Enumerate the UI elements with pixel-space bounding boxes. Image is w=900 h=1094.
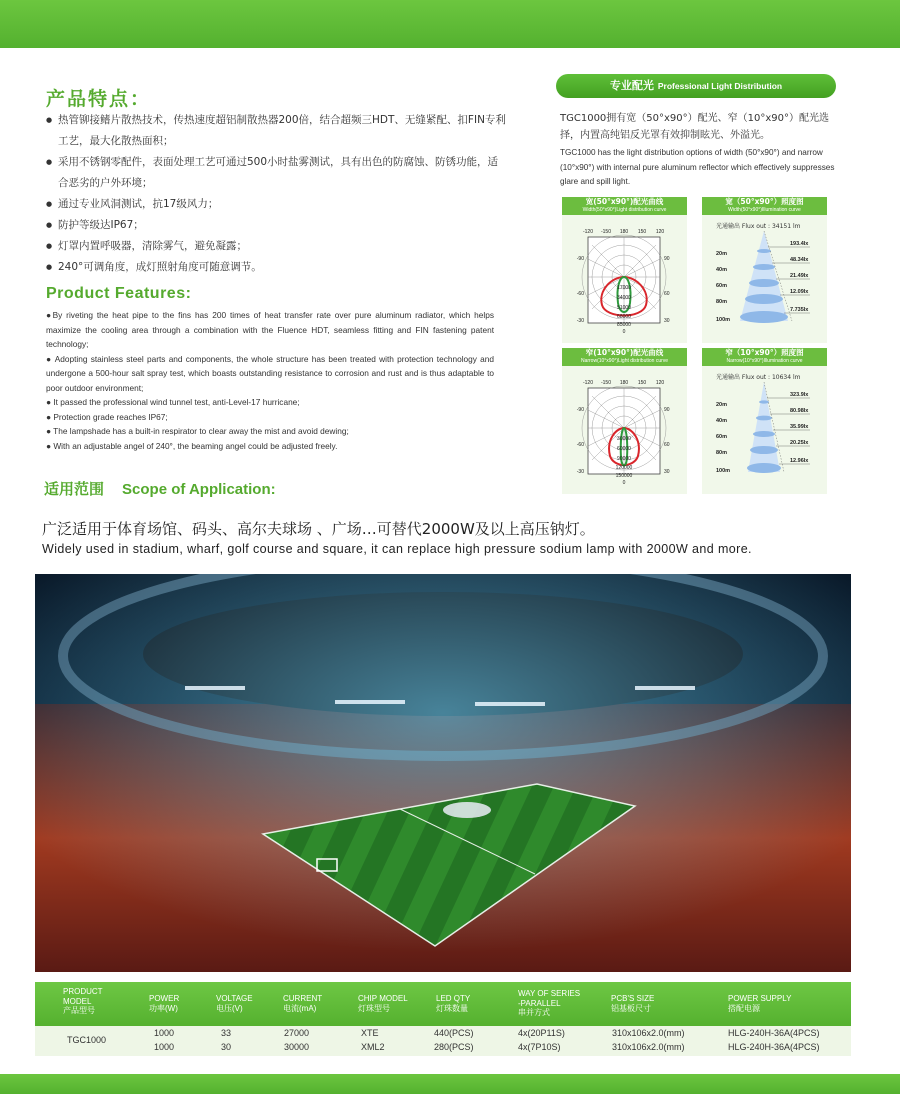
ring-label: 34000 [617, 295, 631, 301]
top-tick: 120 [655, 229, 665, 235]
wide-polar-chart [562, 215, 687, 343]
ring-label: 150000 [615, 473, 633, 479]
top-tick: 150 [637, 380, 647, 386]
feature-item-en: ●By riveting the heat pipe to the fins has 200 times of heat transfer rate over pure aluminum radiator, which helps maximize the cooling area through a combination with the Fluence HDT, seamless fitting and FIN fastening patent technology; [46, 310, 494, 349]
lux-label: 48.34lx [790, 257, 809, 263]
flux-output: 光通输出 Flux out : 34151 lm [716, 223, 801, 230]
ring-label: 60000 [617, 446, 631, 452]
features-title-cn: 产品特点： [46, 88, 152, 110]
top-green-band [0, 0, 900, 48]
feature-item-cn: ● 灯罩内置呼吸器，清除雾气，避免凝露； [46, 236, 506, 257]
model-cell: TGC1000 [67, 1035, 107, 1045]
right-tick: 90 [664, 407, 670, 413]
feature-item-en: ● It passed the professional wind tunnel test, anti-Level-17 hurricane; [46, 397, 300, 407]
top-tick: 150 [637, 229, 647, 235]
feature-item-en: ● The lampshade has a built-in respirator to clear away the mist and avoid dewing; [46, 426, 349, 436]
feature-item-en: ● Protection grade reaches IP67; [46, 411, 168, 422]
distribution-desc-en: TGC1000 has the light distribution options of width (50°x90°) and narrow (10°x90°) with internal pure aluminum reflector which effectively suppresses glare and spill light. [560, 148, 835, 186]
bottom-label: 0 [622, 329, 626, 335]
left-tick: -60 [576, 442, 584, 448]
distance-label: 100m [716, 317, 731, 323]
wide-illumination-chart [702, 215, 827, 343]
distance-label: 80m [716, 450, 728, 456]
top-tick: -120 [582, 380, 594, 386]
feature-item-cn: ● 采用不锈钢零配件，表面处理工艺可通过500小时盐雾测试，具有出色的防腐蚀、防锈功能，适合恶劣的户外环境； [46, 152, 506, 194]
header-led-qty: LED QTY 灯珠数量 [436, 994, 471, 1013]
ring-label: 68000 [617, 314, 631, 320]
ring-label: 120000 [615, 465, 633, 471]
features-list-cn [46, 110, 506, 278]
distance-label: 60m [716, 283, 728, 289]
header-model: PRODUCT MODEL 产品型号 [63, 987, 103, 1015]
feature-item-en: ● With an adjustable angel of 240°, the beaming angel could be adjusted freely. [46, 440, 338, 451]
panel-title: 窄（10°x90°）照度图 [725, 348, 804, 357]
table-cell: HLG-240H-36A(4PCS) [728, 1028, 820, 1038]
table-cell: 27000 [284, 1028, 310, 1038]
table-cell: 310x106x2.0(mm) [612, 1028, 685, 1038]
header-series-parallel: WAY OF SERIES -PARALLEL 串并方式 [518, 989, 581, 1017]
narrow-illumination-chart [702, 366, 827, 494]
top-tick: 120 [655, 380, 665, 386]
banner-label-en: Professional Light Distribution [657, 81, 783, 91]
flux-output: 光通输出 Flux out : 10634 lm [716, 374, 801, 381]
left-tick: -30 [576, 318, 584, 324]
centre-logo [443, 802, 491, 818]
header-voltage: VOLTAGE 电压(V) [216, 994, 253, 1013]
panel-header [562, 197, 687, 215]
table-cell: XML2 [361, 1042, 385, 1052]
spec-body [35, 1026, 851, 1056]
left-tick: -60 [576, 291, 584, 297]
distance-label: 40m [716, 418, 728, 424]
right-tick: 30 [664, 469, 670, 475]
panel-title: 宽(50°x90°)配光曲线 [585, 197, 664, 206]
top-tick: -120 [582, 229, 594, 235]
table-cell: 280(PCS) [434, 1042, 474, 1052]
feature-item-cn: ● 防护等级达IP67； [46, 215, 506, 236]
distance-label: 20m [716, 251, 728, 257]
table-cell: 4x(7P10S) [518, 1042, 561, 1052]
lux-label: 7.735lx [790, 307, 809, 313]
feature-item-cn: ● 热管铆接鳍片散热技术，传热速度超铝制散热器200倍，结合超频三HDT、无缝紧配、扣FIN专利工艺，最大化散热面积； [46, 110, 506, 152]
panel-subtitle: Width(50°x90°)Illumination curve [728, 207, 801, 213]
ring-label: 17000 [617, 285, 631, 291]
narrow-distribution-curve-panel [562, 348, 687, 494]
table-cell: 33 [221, 1028, 232, 1038]
panel-title: 宽（50°x90°）照度图 [725, 197, 804, 206]
right-tick: 60 [664, 442, 670, 448]
ring-label: 30000 [617, 436, 631, 442]
top-tick: 180 [619, 380, 629, 386]
feature-item-cn: ● 240°可调角度，成灯照射角度可随意调节。 [46, 257, 506, 278]
feature-item-cn: ● 通过专业风洞测试，抗17级风力； [46, 194, 506, 215]
header-pcb-size: PCB'S SIZE 铝基板尺寸 [611, 994, 655, 1013]
top-tick: 180 [619, 229, 629, 235]
lux-label: 21.49lx [790, 273, 809, 279]
wide-illumination-panel [702, 197, 827, 343]
lux-label: 80.98lx [790, 408, 809, 414]
panel-header [702, 197, 827, 215]
bottom-green-band [0, 1074, 900, 1094]
ring-label: 90000 [617, 456, 631, 462]
ring-label: 85000 [617, 322, 631, 328]
right-tick: 60 [664, 291, 670, 297]
table-cell: 1000 [154, 1028, 175, 1038]
lux-label: 193.4lx [790, 241, 809, 247]
lux-label: 35.99lx [790, 424, 809, 430]
bottom-label: 0 [622, 480, 626, 486]
lux-label: 20.25lx [790, 440, 809, 446]
right-tick: 90 [664, 256, 670, 262]
header-power-supply: POWER SUPPLY 搭配电源 [728, 994, 792, 1013]
panel-subtitle: Narrow(10°x90°)Illumination curve [726, 358, 803, 364]
right-tick: 30 [664, 318, 670, 324]
distance-label: 20m [716, 402, 728, 408]
panel-subtitle: Width(50°x90°)Light distribution curve [582, 207, 667, 213]
ring-label: 51000 [617, 305, 631, 311]
lux-label: 323.9lx [790, 392, 809, 398]
table-cell: 310x106x2.0(mm) [612, 1042, 685, 1052]
top-tick: -150 [600, 380, 612, 386]
narrow-polar-chart [562, 366, 687, 494]
header-power: POWER 功率(W) [149, 994, 180, 1013]
scope-title-cn: 适用范围 [44, 481, 105, 498]
narrow-illumination-panel [702, 348, 827, 494]
table-cell: 440(PCS) [434, 1028, 474, 1038]
table-cell: 1000 [154, 1042, 175, 1052]
header-chip-model: CHIP MODEL 灯珠型号 [358, 994, 408, 1013]
stadium-photo [35, 574, 851, 972]
lux-label: 12.96lx [790, 458, 809, 464]
banner-label-cn: 专业配光 [609, 79, 654, 92]
left-tick: -90 [576, 407, 584, 413]
light-distribution-banner [556, 74, 836, 98]
left-tick: -90 [576, 256, 584, 262]
distance-label: 60m [716, 434, 728, 440]
left-tick: -30 [576, 469, 584, 475]
scope-title-en: Scope of Application: [122, 481, 276, 498]
panel-title: 窄(10°x90°)配光曲线 [585, 348, 664, 357]
scope-text-en: Widely used in stadium, wharf, golf course and square, it can replace high pressure sodium lamp with 2000W and more. [42, 542, 752, 556]
beam-cone [740, 231, 788, 321]
spec-table [35, 982, 851, 1056]
features-title-en: Product Features: [46, 285, 192, 302]
lux-label: 12.09lx [790, 289, 809, 295]
panel-header [702, 348, 827, 366]
features-list-en [46, 308, 494, 453]
scope-text-cn: 广泛适用于体育场馆、码头、高尔夫球场 、广场…可替代2000W及以上高压钠灯。 [42, 520, 595, 538]
table-cell: 30 [221, 1042, 232, 1052]
spec-header-row [35, 982, 851, 1026]
table-cell: 30000 [284, 1042, 310, 1052]
stadium-illustration [35, 574, 851, 972]
panel-subtitle: Narrow(10°x90°)Light distribution curve [580, 358, 669, 364]
distance-label: 40m [716, 267, 728, 273]
beam-cone [748, 382, 780, 472]
scope-title [44, 478, 276, 499]
table-cell: XTE [361, 1028, 379, 1038]
panel-header [562, 348, 687, 366]
header-current: CURRENT 电流(mA) [283, 994, 323, 1013]
distance-label: 100m [716, 468, 731, 474]
table-cell: HLG-240H-36A(4PCS) [728, 1042, 820, 1052]
distribution-desc-cn: TGC1000拥有宽（50°x90°）配光、窄（10°x90°）配光选择，内置高纯铝反光罩有效抑制眩光、外溢光。 [560, 113, 830, 141]
top-tick: -150 [600, 229, 612, 235]
distance-label: 80m [716, 299, 728, 305]
feature-item-en: ● Adopting stainless steel parts and components, the whole structure has been treated with protection technology and undergone a 500-hour salt spray test, which boasts outstanding resistance to corrosion and rust and is thus adaptable to poor outdoor environment; [46, 353, 494, 393]
wide-distribution-curve-panel [562, 197, 687, 343]
table-cell: 4x(20P11S) [518, 1028, 565, 1038]
